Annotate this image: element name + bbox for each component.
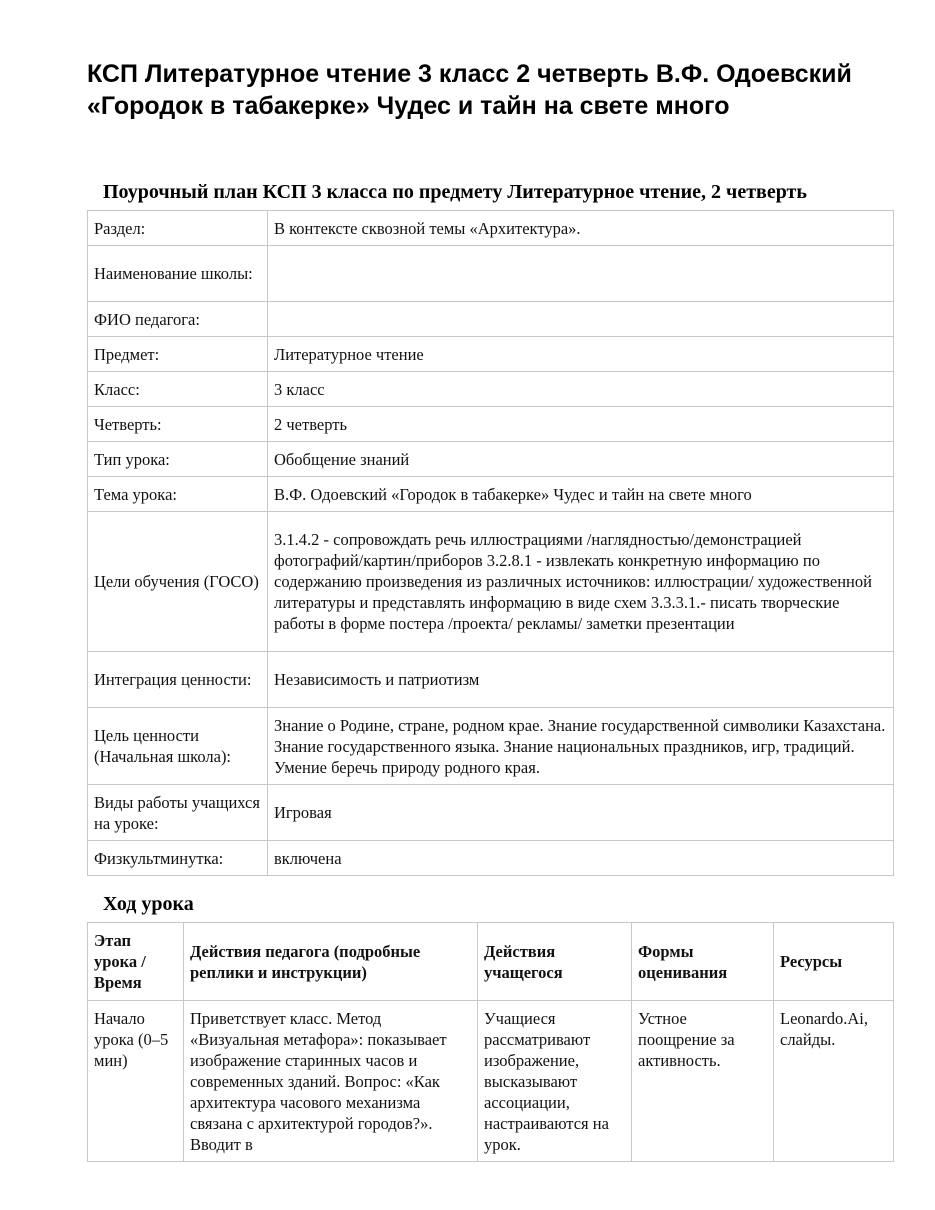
header-stage: Этап урока / Время bbox=[88, 923, 184, 1001]
lesson-header-row bbox=[88, 923, 894, 1001]
header-resources: Ресурсы bbox=[774, 923, 894, 1001]
plan-label: Раздел: bbox=[88, 211, 268, 246]
plan-row-school bbox=[88, 246, 894, 302]
cell-assessment: Устное поощрение за активность. bbox=[638, 1009, 735, 1070]
plan-row-lesson-type bbox=[88, 442, 894, 477]
header-assessment: Формы оценивания bbox=[632, 923, 774, 1001]
plan-label: Четверть: bbox=[88, 407, 268, 442]
header-student-actions: Действия учащегося bbox=[478, 923, 632, 1001]
header-teacher-actions: Действия педагога (подробные реплики и инструкции) bbox=[184, 923, 478, 1001]
cell-teacher-actions: Приветствует класс. Метод «Визуальная метафора»: показывает изображение старинных часов и современных зданий. Вопрос: «Как архитектура часового механизма связана с архитектурой городов?». Вводит в bbox=[190, 1009, 447, 1154]
cell-stage: Начало урока (0–5 мин) bbox=[94, 1009, 169, 1070]
plan-row-exercise-break bbox=[88, 841, 894, 876]
plan-value: 2 четверть bbox=[268, 407, 894, 442]
lesson-progress-table bbox=[87, 922, 894, 1162]
plan-row-values-integration bbox=[88, 652, 894, 708]
plan-value: В контексте сквозной темы «Архитектура». bbox=[268, 211, 894, 246]
plan-label: Класс: bbox=[88, 372, 268, 407]
plan-value: 3 класс bbox=[268, 372, 894, 407]
plan-row-learning-goals bbox=[88, 512, 894, 652]
plan-row-values-goal bbox=[88, 708, 894, 785]
plan-row-subject bbox=[88, 337, 894, 372]
plan-value: Знание о Родине, стране, родном крае. Знание государственной символики Казахстана. Знание государственного языка. Знание национальных праздников, игр, традиций. Умение беречь природу родного края. bbox=[268, 708, 894, 785]
plan-value: Литературное чтение bbox=[268, 337, 894, 372]
plan-row-quarter bbox=[88, 407, 894, 442]
plan-row-grade bbox=[88, 372, 894, 407]
plan-value: В.Ф. Одоевский «Городок в табакерке» Чудес и тайн на свете много bbox=[268, 477, 894, 512]
plan-value: Обобщение знаний bbox=[268, 442, 894, 477]
cell-student-actions: Учащиеся рассматривают изображение, высказывают ассоциации, настраиваются на урок. bbox=[484, 1009, 609, 1154]
plan-value: Независимость и патриотизм bbox=[268, 652, 894, 708]
plan-label: Тема урока: bbox=[88, 477, 268, 512]
plan-row-teacher bbox=[88, 302, 894, 337]
lesson-row bbox=[88, 1001, 894, 1162]
document-title: КСП Литературное чтение 3 класс 2 четверть В.Ф. Одоевский «Городок в табакерке» Чудес и тайн на свете много bbox=[87, 60, 852, 120]
plan-label: Цель ценности (Начальная школа): bbox=[88, 708, 268, 785]
plan-label: Наименование школы: bbox=[88, 246, 268, 302]
plan-row-topic bbox=[88, 477, 894, 512]
plan-heading: Поурочный план КСП 3 класса по предмету Литературное чтение, 2 четверть bbox=[103, 181, 807, 203]
plan-row-work-types bbox=[88, 785, 894, 841]
plan-label: Цели обучения (ГОСО) bbox=[88, 512, 268, 652]
plan-label: Тип урока: bbox=[88, 442, 268, 477]
plan-value bbox=[268, 302, 894, 337]
plan-row-section bbox=[88, 211, 894, 246]
plan-label: ФИО педагога: bbox=[88, 302, 268, 337]
plan-label: Предмет: bbox=[88, 337, 268, 372]
progress-heading: Ход урока bbox=[103, 893, 194, 915]
lesson-plan-table bbox=[87, 210, 894, 876]
plan-value: Игровая bbox=[268, 785, 894, 841]
plan-value: 3.1.4.2 - сопровождать речь иллюстрациями /наглядностью/демонстрацией фотографий/картин/приборов 3.2.8.1 - извлекать конкретную информацию по содержанию произведения из различных источников: иллюстрации/ художественной литературы и представлять информацию в виде схем 3.3.3.1.- писать творческие работы в форме постера /проекта/ рекламы/ заметки презентации bbox=[268, 512, 894, 652]
cell-resources: Leonardo.Ai, слайды. bbox=[780, 1009, 868, 1049]
plan-value: включена bbox=[268, 841, 894, 876]
plan-label: Интеграция ценности: bbox=[88, 652, 268, 708]
plan-value bbox=[268, 246, 894, 302]
plan-label: Физкультминутка: bbox=[88, 841, 268, 876]
plan-label: Виды работы учащихся на уроке: bbox=[88, 785, 268, 841]
